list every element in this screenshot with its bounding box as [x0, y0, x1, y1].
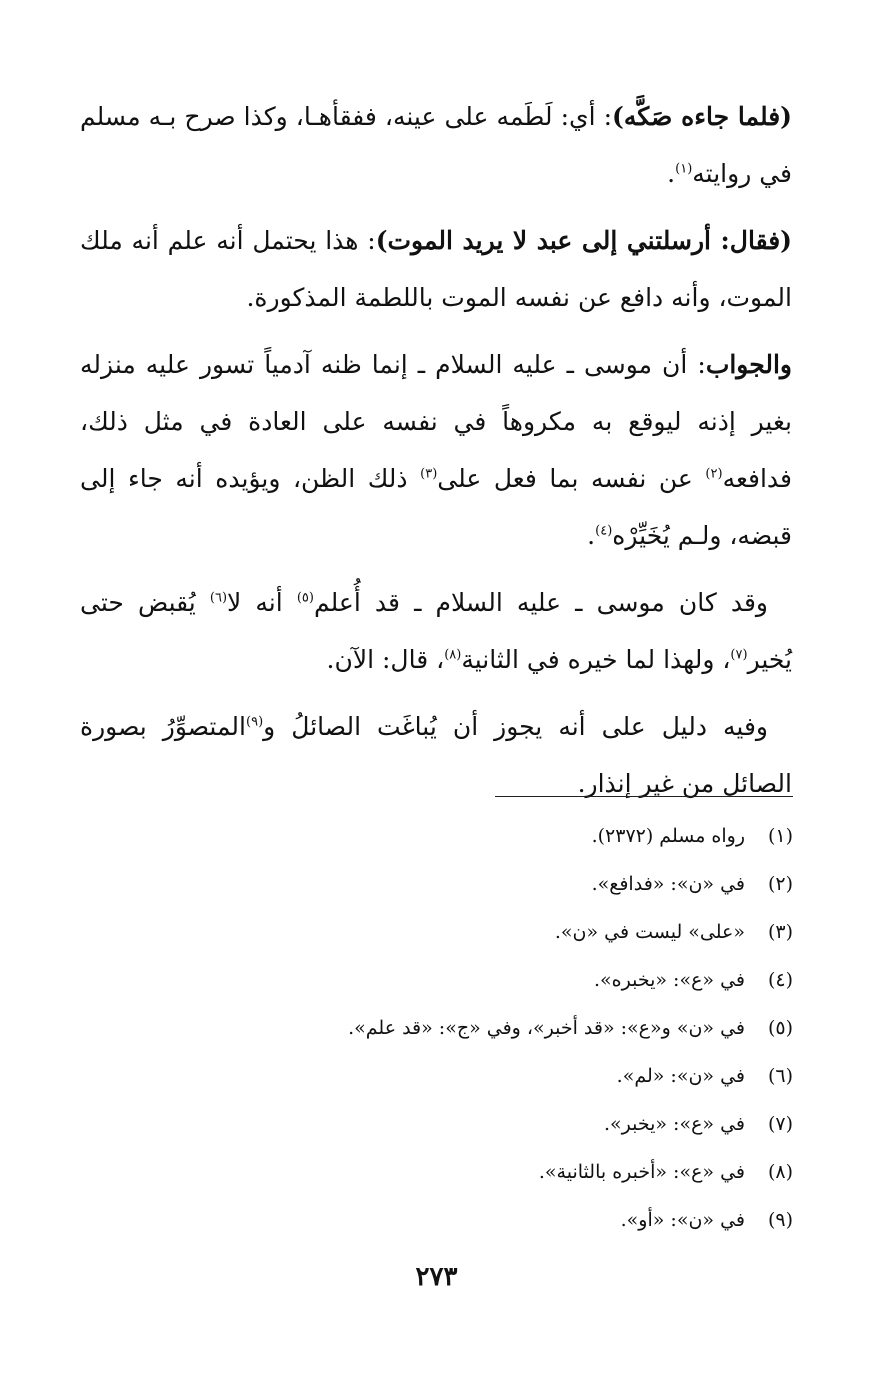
paragraph-text: : هذا يحتمل أنه علم أنه ملك الموت، وأنه دافع عن نفسه الموت باللطمة المذكورة. [80, 226, 792, 312]
footnote-text: في «ع»: «يخبر». [603, 1113, 745, 1135]
paragraph-text: المتصوِّرُ بصورة الصائل من غير إنذار. [80, 712, 792, 798]
footnote-text: في «ن»: «لم». [616, 1065, 745, 1087]
footnote-number: (١) [767, 825, 793, 847]
footnote-text: رواه مسلم (٢٣٧٢). [591, 825, 745, 847]
footnote-ref-1[interactable]: (١) [675, 161, 693, 177]
paragraph-end: . [667, 159, 676, 188]
footnote-item [81, 812, 793, 860]
footnote-item [81, 956, 793, 1004]
footnote-number: (٢) [767, 873, 793, 895]
footnote-ref-5[interactable]: (٥) [296, 590, 314, 606]
footnote-item [81, 1052, 793, 1100]
footnote-item [81, 908, 793, 956]
answer-heading: والجواب [705, 350, 792, 379]
footnotes [81, 812, 793, 1244]
paragraph-text: وقد كان موسى ـ عليه السلام ـ قد أُعلم [313, 588, 769, 617]
paragraph-2 [80, 212, 792, 326]
footnote-number: (٨) [767, 1161, 793, 1183]
footnote-ref-3[interactable]: (٣) [420, 466, 438, 482]
footnote-number: (٦) [767, 1065, 793, 1087]
footnote-ref-6[interactable]: (٦) [209, 590, 228, 606]
footnote-item [81, 1100, 793, 1148]
paragraph-text: ، ولهذا لما خيره في الثانية [461, 645, 731, 674]
paragraph-text: : أي: لَطَمه على عينه، ففقأهـا، وكذا صرح بـه مسلم في روايته [80, 102, 792, 188]
paragraph-3 [80, 336, 792, 564]
footnote-ref-2[interactable]: (٢) [705, 466, 723, 482]
footnote-number: (٥) [767, 1017, 793, 1039]
footnote-number: (٣) [767, 921, 793, 943]
paragraph-4 [80, 574, 792, 688]
footnote-ref-8[interactable]: (٨) [444, 647, 462, 663]
paragraph-text: وفيه دليل على أنه يجوز أن يُباغَت الصائلُ و [263, 712, 768, 741]
footnote-item [81, 860, 793, 908]
footnote-ref-7[interactable]: (٧) [730, 647, 748, 663]
footnote-divider [495, 796, 793, 797]
paragraph-text: عن نفسه بما فعل على [437, 464, 706, 493]
paragraph-text: يُقبض حتى يُخير [80, 588, 792, 674]
footnote-number: (٧) [767, 1113, 793, 1135]
footnote-text: في «ن»: «فدافع». [591, 873, 745, 895]
quoted-phrase: (فلما جاءه صَكَّه) [612, 102, 792, 131]
paragraph-text: ذلك الظن، ويؤيده أنه جاء إلى قبضه، ولـم يُخَيِّرْه [80, 464, 792, 550]
footnote-text: في «ع»: «يخبره». [594, 969, 745, 991]
footnote-item [81, 1004, 793, 1052]
page-number: ٢٧٣ [415, 1262, 458, 1292]
paragraph-text: أنه لا [227, 588, 297, 617]
footnote-text: في «ن»: «أو». [620, 1209, 745, 1231]
footnote-text: في «ع»: «أخبره بالثانية». [538, 1161, 745, 1183]
paragraph-1 [80, 88, 792, 202]
footnote-item [81, 1148, 793, 1196]
footnote-number: (٩) [767, 1209, 793, 1231]
footnote-ref-9[interactable]: (٩) [246, 714, 264, 730]
paragraph-end: ، قال: الآن. [326, 645, 445, 674]
quoted-phrase: (فقال: أرسلتني إلى عبد لا يريد الموت) [375, 226, 792, 255]
footnote-item [81, 1196, 793, 1244]
paragraph-text: : أن موسى ـ عليه السلام ـ إنما ظنه آدمياً تسور عليه منزله بغير إذنه ليوقع به مكروهاً في نفسه على العادة في مثل ذلك، فدافعه [80, 350, 792, 493]
footnote-text: «على» ليست في «ن». [554, 921, 745, 943]
main-text [80, 88, 792, 812]
footnote-ref-4[interactable]: (٤) [595, 523, 613, 539]
footnote-number: (٤) [767, 969, 793, 991]
paragraph-5 [80, 698, 792, 812]
paragraph-end: . [587, 521, 596, 550]
footnote-text: في «ن» و«ع»: «قد أخبر»، وفي «ج»: «قد علم». [348, 1017, 745, 1039]
